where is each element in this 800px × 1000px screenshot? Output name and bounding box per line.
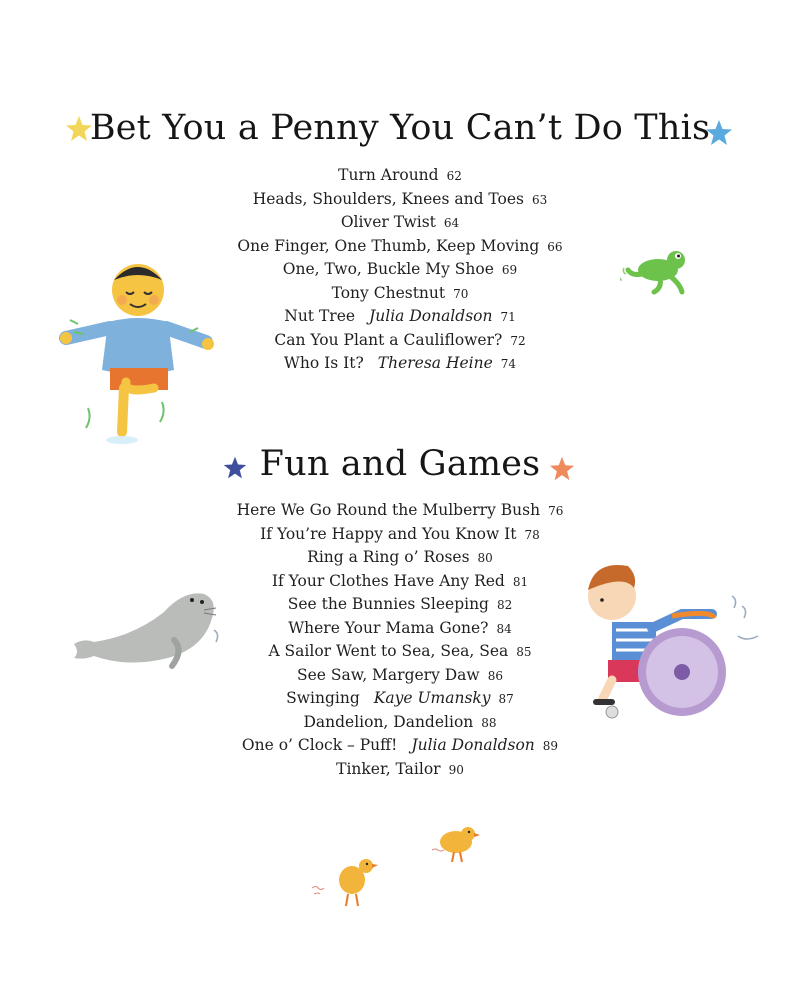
entry-page-number: 86 bbox=[487, 668, 503, 683]
contents-entry bbox=[0, 523, 800, 547]
entry-title: Where Your Mama Gone? bbox=[288, 618, 489, 637]
contents-entry bbox=[0, 164, 800, 188]
entry-page-number: 87 bbox=[498, 692, 514, 706]
section-title: Fun and Games bbox=[259, 444, 541, 484]
entry-page-number: 88 bbox=[481, 715, 497, 730]
entry-title: Here We Go Round the Mulberry Bush bbox=[236, 501, 541, 519]
entry-page-number: 82 bbox=[496, 598, 513, 612]
boy-wheelchair-illustration bbox=[572, 556, 772, 726]
entry-author: Theresa Heine bbox=[377, 354, 493, 372]
contents-entry bbox=[0, 734, 800, 758]
entry-title: A Sailor Went to Sea, Sea, Sea bbox=[268, 642, 509, 660]
entry-page-number: 78 bbox=[524, 527, 540, 542]
star-icon bbox=[548, 455, 576, 483]
entry-page-number: 70 bbox=[453, 286, 469, 301]
entry-title: Who Is It? bbox=[283, 354, 364, 372]
entry-page-number: 69 bbox=[501, 263, 518, 277]
entry-page-number: 85 bbox=[516, 645, 532, 659]
entry-page-number: 62 bbox=[446, 169, 462, 183]
entry-title: If You’re Happy and You Know It bbox=[260, 524, 517, 543]
contents-entry bbox=[0, 188, 800, 212]
star-icon bbox=[222, 455, 248, 481]
chick-icon bbox=[430, 820, 490, 870]
entry-title: If Your Clothes Have Any Red bbox=[271, 571, 505, 590]
entry-title: Heads, Shoulders, Knees and Toes bbox=[252, 189, 525, 208]
entry-title: Can You Plant a Cauliflower? bbox=[274, 330, 503, 349]
boy-balancing-illustration bbox=[58, 258, 218, 458]
section-title: Bet You a Penny You Can’t Do This bbox=[89, 108, 711, 148]
entry-page-number: 89 bbox=[542, 739, 559, 753]
entry-title: One, Two, Buckle My Shoe bbox=[282, 260, 494, 278]
entry-title: Oliver Twist bbox=[340, 213, 436, 231]
contents-entry bbox=[0, 499, 800, 523]
star-icon bbox=[64, 114, 94, 144]
entry-author: Julia Donaldson bbox=[369, 307, 493, 325]
entry-author: Julia Donaldson bbox=[411, 736, 535, 754]
entry-title: Turn Around bbox=[338, 166, 439, 184]
entry-page-number: 64 bbox=[443, 216, 460, 230]
entry-page-number: 66 bbox=[547, 239, 563, 254]
chick-icon bbox=[310, 854, 380, 914]
entry-title: Dandelion, Dandelion bbox=[303, 712, 474, 731]
entry-title: Ring a Ring o’ Roses bbox=[307, 548, 470, 566]
seal-icon bbox=[64, 580, 224, 680]
contents-entry bbox=[0, 211, 800, 235]
entry-page-number: 72 bbox=[510, 333, 526, 348]
entry-title: One Finger, One Thumb, Keep Moving bbox=[237, 236, 540, 255]
star-icon bbox=[704, 118, 734, 148]
entry-page-number: 84 bbox=[496, 621, 512, 636]
entry-page-number: 74 bbox=[500, 357, 517, 371]
entry-title: Tony Chestnut bbox=[331, 283, 446, 302]
entry-title: Tinker, Tailor bbox=[336, 759, 441, 778]
entry-title: Nut Tree bbox=[284, 307, 356, 325]
entry-author: Kaye Umansky bbox=[373, 689, 491, 707]
entry-title: See Saw, Margery Daw bbox=[297, 665, 480, 684]
entry-page-number: 90 bbox=[448, 762, 464, 777]
entry-page-number: 81 bbox=[512, 574, 529, 589]
contents-entry bbox=[0, 758, 800, 782]
entry-page-number: 76 bbox=[548, 504, 564, 518]
entry-title: Swinging bbox=[286, 689, 360, 707]
entry-page-number: 63 bbox=[532, 192, 548, 207]
entry-page-number: 71 bbox=[500, 310, 516, 324]
entry-title: One o’ Clock – Puff! bbox=[241, 736, 398, 754]
frog-icon bbox=[620, 244, 700, 300]
entry-title: See the Bunnies Sleeping bbox=[287, 595, 489, 613]
entry-page-number: 80 bbox=[477, 551, 493, 565]
